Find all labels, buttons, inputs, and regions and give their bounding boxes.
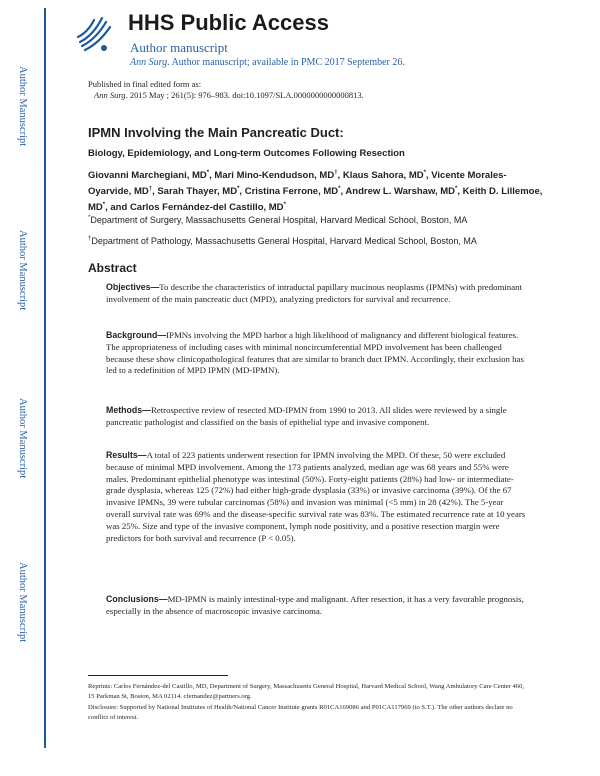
author-mark: * (206, 169, 210, 176)
affiliation (88, 215, 467, 225)
author-mark: * (283, 201, 286, 208)
abstract-results (106, 450, 526, 544)
section-label: Background— (106, 330, 167, 340)
author-mark: † (334, 169, 338, 176)
author-name: Klaus Sahora, MD (342, 170, 424, 181)
section-label: Objectives— (106, 282, 160, 292)
availability-line (130, 57, 405, 68)
author-name: Vicente Morales-Oyarvide, MD (88, 170, 507, 197)
article-subtitle: Biology, Epidemiology, and Long-term Outcomes Following Resection (88, 148, 405, 159)
footnote-disclosure: Disclosure: Supported by National Institutes of Health/National Cancer Institute grants R01CA169086 and P01CA117969 (to S.T.). The other authors declare no conflict of interest. (88, 704, 513, 721)
author-name: Mari Mino-Kendudson, MD (214, 170, 335, 181)
article-title: IPMN Involving the Main Pancreatic Duct: (88, 125, 344, 140)
published-label: Published in final edited form as: (88, 79, 202, 89)
author-manuscript-label: Author manuscript (130, 40, 228, 55)
side-label-author-manuscript: Author Manuscript (17, 66, 28, 147)
author-mark: * (423, 169, 426, 176)
availability-text: . Author manuscript; available in PMC 2017 September 26. (167, 57, 405, 68)
hhs-public-access-title: HHS Public Access (128, 10, 329, 35)
citation (94, 90, 364, 100)
citation-journal: Ann Surg. (94, 90, 128, 100)
author-name: Sarah Thayer, MD (157, 186, 238, 197)
section-text: Retrospective review of resected MD-IPMN from 1990 to 2013. All slides were reviewed by a single pancreatic pathologist and classified on the basis of epithelial type and invasive component. (106, 405, 507, 427)
abstract-objectives (106, 282, 526, 306)
section-text: To describe the characteristics of intraductal papillary mucinous neoplasms (IPMNs) with predominant involvement of the main pancreatic duct (MPD), analyzing predictors for survival and recurrence. (106, 282, 522, 304)
affiliation (88, 236, 477, 246)
author-name: Giovanni Marchegiani, MD (88, 170, 207, 181)
author-name: Carlos Fernández-del Castillo, MD (129, 202, 284, 213)
section-label: Results— (106, 450, 147, 460)
footnote-divider (88, 675, 228, 676)
footnote-reprints: Reprints: Carlos Fernández-del Castillo, MD, Department of Surgery, Massachusetts General Hospital, Harvard Medical School, Wang Ambulatory Care Center 460, 15 Parkman St, Boston, MA 02114. cfernandez@partners.org. (88, 683, 525, 700)
author-mark: * (338, 185, 341, 192)
side-label-author-manuscript: Author Manuscript (17, 562, 28, 643)
author-mark: * (237, 185, 240, 192)
author-name: Cristina Ferrone, MD (244, 186, 339, 197)
hhs-logo-icon (72, 12, 116, 56)
affiliation-mark: * (88, 215, 91, 221)
author-mark: † (148, 185, 153, 192)
side-label-author-manuscript: Author Manuscript (17, 230, 28, 311)
affiliation-mark: † (88, 236, 92, 242)
affiliation-text: Department of Pathology, Massachusetts General Hospital, Harvard Medical School, Boston, MA (91, 236, 477, 246)
section-text: MD-IPMN is mainly intestinal-type and malignant. After resection, it has a very favorable prognosis, especially in the absence of macroscopic invasive carcinoma. (106, 594, 524, 616)
affiliation-text: Department of Surgery, Massachusetts General Hospital, Harvard Medical School, Boston, MA (90, 215, 468, 225)
section-label: Conclusions— (106, 594, 168, 604)
abstract-heading: Abstract (88, 261, 137, 275)
section-label: Methods— (106, 405, 151, 415)
side-label-author-manuscript: Author Manuscript (17, 398, 28, 479)
section-text: A total of 223 patients underwent resection for IPMN involving the MPD. Of these, 50 were excluded because of minimal MPD involvement. Among the 173 patients analyzed, median age was 68 years and 55% were males. Predominant epithelial phenotype was intestinal (50%). Forty-eight patients (28%) had low- or intermediate-grade dysplasia, whereas 125 (72%) had either high-grade dysplasia (33%) or invasive carcinoma (39%). Of the 67 invasive IPMNs, 39 were tubular carcinomas (58%) and invasion was minimal (<5 mm) in 28 (42%). The 5-year overall survival rate was 69% and the disease-specific survival rate was 83%. The estimated recurrence rate at 10 years was 25%. Size and type of the invasive component, lymph node positivity, and a positive resection margin were predictors for both survival and recurrence (P < 0.05). (106, 450, 526, 543)
citation-details: 2015 May ; 261(5): 976–983. doi:10.1097/SLA.0000000000000813. (127, 90, 364, 100)
author-name: Keith D. Lillemoe, MD (88, 186, 543, 213)
author-list: Giovanni Marchegiani, MD*, Mari Mino-Kendudson, MD†, Klaus Sahora, MD*, Vicente Morales-Oyarvide, MD†, Sarah Thayer, MD*, Cristina Ferrone, MD*, Andrew L. Warshaw, MD*, Keith D. Lillemoe, MD*, and Carlos Fernández-del Castillo, MD* (88, 169, 543, 213)
author-name: Andrew L. Warshaw, MD (345, 186, 456, 197)
author-mark: * (102, 201, 106, 208)
margin-rule (44, 8, 46, 748)
abstract-conclusions (106, 594, 526, 618)
author-mark: * (455, 185, 458, 192)
journal-abbrev: Ann Surg (130, 57, 168, 68)
abstract-background (106, 330, 526, 377)
abstract-methods (106, 405, 526, 429)
section-text: IPMNs involving the MPD harbor a high likelihood of malignancy and different biological features. The appropriateness of including cases with minimal noncircumferential MPD involvement has been challenged because these show clinicopathological features that are similar to branch duct IPMN. Accordingly, their exclusion has led to a redefinition of MPD IPMN (MD-IPMN). (106, 330, 524, 376)
